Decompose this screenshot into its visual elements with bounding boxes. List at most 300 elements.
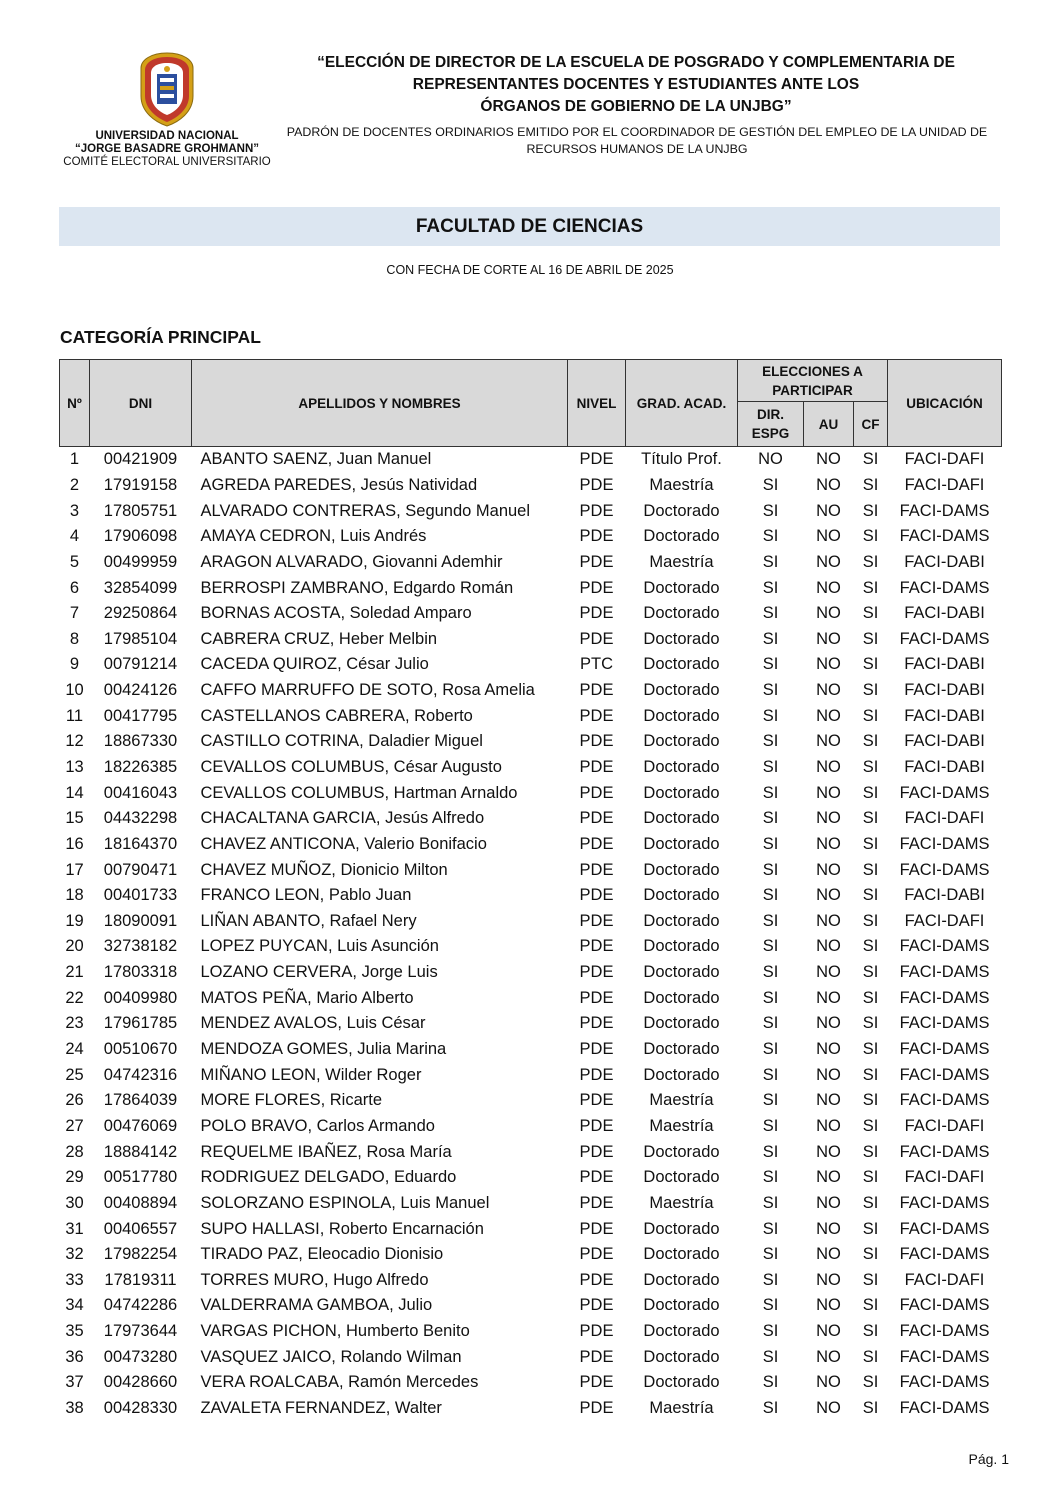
row-dir-espg: SI <box>762 578 779 597</box>
row-cf: SI <box>862 1399 879 1418</box>
row-nivel: PDE <box>579 552 614 571</box>
row-grad: Doctorado <box>643 501 720 520</box>
row-nivel: PDE <box>579 681 614 700</box>
row-name: CHAVEZ MUÑOZ, Dionicio Milton <box>200 860 448 879</box>
row-dni: 18164370 <box>103 834 178 853</box>
row-name: CHACALTANA GARCIA, Jesús Alfredo <box>200 809 485 828</box>
row-name: LOZANO CERVERA, Jorge Luis <box>200 963 438 982</box>
row-name: SUPO HALLASI, Roberto Encarnación <box>200 1219 484 1238</box>
row-dir-espg: SI <box>762 1142 779 1161</box>
row-ubicacion: FACI-DAMS <box>899 963 990 982</box>
row-num: 2 <box>69 475 80 494</box>
row-nivel: PDE <box>579 1322 614 1341</box>
row-num: 9 <box>69 655 80 674</box>
row-num: 22 <box>65 988 84 1007</box>
header-nivel: NIVEL <box>568 360 626 447</box>
row-au: NO <box>816 1373 841 1392</box>
row-nivel: PDE <box>579 1245 614 1264</box>
row-ubicacion: FACI-DAMS <box>899 1322 990 1341</box>
row-grad: Doctorado <box>643 1322 720 1341</box>
row-num: 30 <box>65 1193 84 1212</box>
row-ubicacion: FACI-DAMS <box>899 578 990 597</box>
row-num: 15 <box>65 809 84 828</box>
row-nivel: PDE <box>579 604 614 623</box>
subtitle-line-1: PADRÓN DE DOCENTES ORDINARIOS EMITIDO POR EL COORDINADOR DE GESTIÓN DEL EMPLEO DE LA UNIDAD DE <box>286 125 988 139</box>
row-dir-espg: SI <box>762 475 779 494</box>
row-nivel: PDE <box>579 578 614 597</box>
row-ubicacion: FACI-DAMS <box>899 1373 990 1392</box>
header-cf: CF <box>854 402 888 447</box>
row-cf: SI <box>862 1373 879 1392</box>
row-dni: 18090091 <box>103 911 178 930</box>
row-dni: 18884142 <box>103 1142 178 1161</box>
table-row <box>60 1268 1002 1294</box>
university-name-line2: “JORGE BASADRE GROHMANN” <box>74 143 259 155</box>
table-row <box>60 524 1002 550</box>
row-dni: 04742286 <box>103 1296 178 1315</box>
row-cf: SI <box>862 1219 879 1238</box>
row-au: NO <box>816 1142 841 1161</box>
row-cf: SI <box>862 501 879 520</box>
row-grad: Doctorado <box>643 886 720 905</box>
table-row <box>60 755 1002 781</box>
title-line-3: ÓRGANOS DE GOBIERNO DE LA UNJBG” <box>480 98 792 115</box>
row-dni: 32738182 <box>103 937 178 956</box>
row-num: 38 <box>65 1399 84 1418</box>
row-nivel: PDE <box>579 1014 614 1033</box>
table-row <box>60 729 1002 755</box>
row-cf: SI <box>862 450 879 469</box>
row-cf: SI <box>862 1040 879 1059</box>
row-nivel: PDE <box>579 809 614 828</box>
row-cf: SI <box>862 1322 879 1341</box>
row-cf: SI <box>862 475 879 494</box>
row-num: 31 <box>65 1219 84 1238</box>
row-name: CEVALLOS COLUMBUS, Hartman Arnaldo <box>200 783 518 802</box>
row-au: NO <box>816 1014 841 1033</box>
table-row <box>60 1088 1002 1114</box>
row-nivel: PDE <box>579 988 614 1007</box>
row-au: NO <box>816 1347 841 1366</box>
row-dir-espg: SI <box>762 988 779 1007</box>
row-au: NO <box>816 1270 841 1289</box>
university-seal-icon <box>135 50 199 128</box>
header-au: AU <box>804 402 854 447</box>
row-dir-espg: SI <box>762 629 779 648</box>
row-grad: Maestría <box>649 1116 714 1135</box>
row-name: MIÑANO LEON, Wilder Roger <box>200 1065 422 1084</box>
row-grad: Doctorado <box>643 706 720 725</box>
row-au: NO <box>816 809 841 828</box>
row-grad: Doctorado <box>643 1245 720 1264</box>
row-cf: SI <box>862 655 879 674</box>
row-au: NO <box>816 1065 841 1084</box>
row-dir-espg: SI <box>762 783 779 802</box>
page-number: Pág. 1 <box>968 1451 1009 1467</box>
row-au: NO <box>816 1219 841 1238</box>
header-dir-espg: DIR. ESPG <box>738 402 804 447</box>
table-row <box>60 473 1002 499</box>
row-au: NO <box>816 1399 841 1418</box>
row-nivel: PDE <box>579 732 614 751</box>
row-ubicacion: FACI-DAFI <box>904 809 985 828</box>
row-nivel: PDE <box>579 783 614 802</box>
table-row <box>60 1293 1002 1319</box>
table-row <box>60 1165 1002 1191</box>
row-num: 17 <box>65 860 84 879</box>
row-name: POLO BRAVO, Carlos Armando <box>200 1116 435 1135</box>
row-nivel: PDE <box>579 1168 614 1187</box>
row-cf: SI <box>862 886 879 905</box>
row-dni: 17805751 <box>103 501 178 520</box>
row-num: 26 <box>65 1091 84 1110</box>
row-dir-espg: SI <box>762 886 779 905</box>
row-grad: Doctorado <box>643 655 720 674</box>
row-cf: SI <box>862 988 879 1007</box>
row-ubicacion: FACI-DAMS <box>899 1014 990 1033</box>
row-dir-espg: SI <box>762 1014 779 1033</box>
committee-name: COMITÉ ELECTORAL UNIVERSITARIO <box>63 156 271 168</box>
row-dir-espg: SI <box>762 937 779 956</box>
row-nivel: PDE <box>579 1091 614 1110</box>
row-ubicacion: FACI-DAFI <box>904 475 985 494</box>
row-nivel: PDE <box>579 629 614 648</box>
row-cf: SI <box>862 681 879 700</box>
row-name: MORE FLORES, Ricarte <box>200 1091 383 1110</box>
table-row <box>60 550 1002 576</box>
row-num: 19 <box>65 911 84 930</box>
row-au: NO <box>816 988 841 1007</box>
row-cf: SI <box>862 706 879 725</box>
table-row <box>60 1319 1002 1345</box>
table-row <box>60 1011 1002 1037</box>
row-au: NO <box>816 1245 841 1264</box>
table-row <box>60 601 1002 627</box>
row-num: 4 <box>69 527 80 546</box>
row-au: NO <box>816 963 841 982</box>
row-nivel: PDE <box>579 527 614 546</box>
row-cf: SI <box>862 1270 879 1289</box>
row-dni: 18867330 <box>103 732 178 751</box>
row-dir-espg: SI <box>762 1116 779 1135</box>
table-row <box>60 1242 1002 1268</box>
row-name: CHAVEZ ANTICONA, Valerio Bonifacio <box>200 834 487 853</box>
table-row <box>60 806 1002 832</box>
row-dni: 00510670 <box>103 1040 178 1059</box>
row-dni: 17803318 <box>103 963 178 982</box>
row-cf: SI <box>862 1142 879 1161</box>
table-row <box>60 1191 1002 1217</box>
row-num: 20 <box>65 937 84 956</box>
row-au: NO <box>816 501 841 520</box>
row-dni: 32854099 <box>103 578 178 597</box>
row-num: 1 <box>69 450 80 469</box>
row-ubicacion: FACI-DAMS <box>899 501 990 520</box>
row-dir-espg: SI <box>762 1296 779 1315</box>
row-ubicacion: FACI-DAMS <box>899 527 990 546</box>
row-ubicacion: FACI-DAMS <box>899 988 990 1007</box>
row-num: 18 <box>65 886 84 905</box>
row-grad: Maestría <box>649 1399 714 1418</box>
table-row <box>60 909 1002 935</box>
row-nivel: PDE <box>579 1040 614 1059</box>
row-num: 23 <box>65 1014 84 1033</box>
row-au: NO <box>816 937 841 956</box>
row-grad: Doctorado <box>643 963 720 982</box>
row-num: 13 <box>65 758 84 776</box>
row-dir-espg: SI <box>762 834 779 853</box>
row-dni: 00409980 <box>103 988 178 1007</box>
row-grad: Doctorado <box>643 758 720 776</box>
row-dir-espg: SI <box>762 1168 779 1187</box>
row-au: NO <box>816 1168 841 1187</box>
cutoff-date: CON FECHA DE CORTE AL 16 DE ABRIL DE 2025 <box>386 263 674 277</box>
row-cf: SI <box>862 937 879 956</box>
row-name: VALDERRAMA GAMBOA, Julio <box>200 1296 433 1315</box>
table-row <box>60 1139 1002 1165</box>
row-num: 25 <box>65 1065 84 1084</box>
row-grad: Maestría <box>649 552 714 571</box>
row-grad: Doctorado <box>643 809 720 828</box>
row-name: FRANCO LEON, Pablo Juan <box>200 886 412 905</box>
row-num: 28 <box>65 1142 84 1161</box>
row-name: ABANTO SAENZ, Juan Manuel <box>200 450 432 469</box>
row-num: 8 <box>69 629 80 648</box>
row-au: NO <box>816 1296 841 1315</box>
row-nivel: PDE <box>579 450 614 469</box>
row-nivel: PDE <box>579 1270 614 1289</box>
table-row <box>60 703 1002 729</box>
row-num: 12 <box>65 732 84 751</box>
row-num: 29 <box>65 1168 84 1187</box>
row-dni: 17985104 <box>103 629 178 648</box>
row-cf: SI <box>862 1065 879 1084</box>
row-cf: SI <box>862 834 879 853</box>
row-nivel: PDE <box>579 1347 614 1366</box>
row-ubicacion: FACI-DAMS <box>899 860 990 879</box>
row-ubicacion: FACI-DABI <box>904 655 985 674</box>
row-nivel: PDE <box>579 1373 614 1392</box>
row-grad: Doctorado <box>643 937 720 956</box>
row-nivel: PDE <box>579 860 614 879</box>
table-row <box>60 652 1002 678</box>
row-au: NO <box>816 1322 841 1341</box>
row-dni: 29250864 <box>103 604 178 623</box>
row-name: ALVARADO CONTRERAS, Segundo Manuel <box>200 501 531 520</box>
row-grad: Doctorado <box>643 681 720 700</box>
row-au: NO <box>816 681 841 700</box>
table-row <box>60 575 1002 601</box>
row-ubicacion: FACI-DAMS <box>899 834 990 853</box>
row-dir-espg: SI <box>762 655 779 674</box>
row-nivel: PDE <box>579 1219 614 1238</box>
table-row <box>60 1216 1002 1242</box>
row-grad: Doctorado <box>643 1142 720 1161</box>
row-grad: Maestría <box>649 475 714 494</box>
row-au: NO <box>816 911 841 930</box>
row-name: SOLORZANO ESPINOLA, Luis Manuel <box>200 1193 490 1212</box>
row-name: LOPEZ PUYCAN, Luis Asunción <box>200 937 439 956</box>
row-dni: 17906098 <box>103 527 178 546</box>
row-name: TORRES MURO, Hugo Alfredo <box>200 1270 429 1289</box>
row-nivel: PDE <box>579 937 614 956</box>
row-grad: Doctorado <box>643 732 720 751</box>
row-grad: Doctorado <box>643 1296 720 1315</box>
row-dni: 00421909 <box>103 450 178 469</box>
row-nivel: PTC <box>580 655 613 674</box>
row-nivel: PDE <box>579 758 614 776</box>
university-logo-block <box>56 50 278 169</box>
row-nivel: PDE <box>579 834 614 853</box>
row-name: VASQUEZ JAICO, Rolando Wilman <box>200 1347 462 1366</box>
row-dir-espg: SI <box>762 1245 779 1264</box>
row-name: AMAYA CEDRON, Luis Andrés <box>200 527 427 546</box>
row-ubicacion: FACI-DAMS <box>899 1091 990 1110</box>
row-grad: Maestría <box>649 1193 714 1212</box>
row-au: NO <box>816 552 841 571</box>
row-dir-espg: SI <box>762 1219 779 1238</box>
row-dir-espg: SI <box>762 963 779 982</box>
row-grad: Doctorado <box>643 1219 720 1238</box>
row-dir-espg: SI <box>762 1091 779 1110</box>
row-dir-espg: SI <box>762 809 779 828</box>
table-row <box>60 780 1002 806</box>
row-dir-espg: SI <box>762 1065 779 1084</box>
row-dir-espg: SI <box>762 681 779 700</box>
row-dni: 00428660 <box>103 1373 178 1392</box>
row-name: CEVALLOS COLUMBUS, César Augusto <box>200 758 502 776</box>
row-num: 33 <box>65 1270 84 1289</box>
row-num: 14 <box>65 783 84 802</box>
row-nivel: PDE <box>579 475 614 494</box>
table-row <box>60 857 1002 883</box>
row-dni: 17961785 <box>103 1014 178 1033</box>
row-name: BERROSPI ZAMBRANO, Edgardo Román <box>200 578 514 597</box>
row-au: NO <box>816 629 841 648</box>
row-au: NO <box>816 732 841 751</box>
row-cf: SI <box>862 860 879 879</box>
row-grad: Doctorado <box>643 527 720 546</box>
table-row <box>60 1114 1002 1140</box>
row-dir-espg: SI <box>762 706 779 725</box>
row-ubicacion: FACI-DAMS <box>899 1142 990 1161</box>
table-body <box>60 447 1002 1422</box>
row-num: 21 <box>65 963 84 982</box>
row-num: 11 <box>65 706 84 725</box>
row-ubicacion: FACI-DAFI <box>904 1270 985 1289</box>
row-cf: SI <box>862 1014 879 1033</box>
row-dni: 04742316 <box>103 1065 178 1084</box>
row-au: NO <box>816 886 841 905</box>
row-ubicacion: FACI-DABI <box>904 732 985 751</box>
document-title <box>300 52 972 118</box>
row-grad: Maestría <box>649 1091 714 1110</box>
table-row <box>60 447 1002 473</box>
row-grad: Doctorado <box>643 834 720 853</box>
header-ubicacion: UBICACIÓN <box>888 360 1002 447</box>
row-dir-espg: SI <box>762 1193 779 1212</box>
row-dir-espg: SI <box>762 732 779 751</box>
row-dni: 00790471 <box>103 860 178 879</box>
row-dir-espg: SI <box>762 501 779 520</box>
row-num: 34 <box>65 1296 84 1315</box>
row-ubicacion: FACI-DAMS <box>899 783 990 802</box>
row-nivel: PDE <box>579 1065 614 1084</box>
row-num: 36 <box>65 1347 84 1366</box>
row-grad: Doctorado <box>643 1014 720 1033</box>
document-subtitle <box>282 124 992 158</box>
table-row <box>60 678 1002 704</box>
row-dni: 00416043 <box>103 783 178 802</box>
row-num: 24 <box>65 1040 84 1059</box>
row-dni: 00791214 <box>103 655 178 674</box>
row-cf: SI <box>862 629 879 648</box>
row-dni: 00473280 <box>103 1347 178 1366</box>
row-dni: 00499959 <box>103 552 178 571</box>
row-ubicacion: FACI-DABI <box>904 552 985 571</box>
row-cf: SI <box>862 911 879 930</box>
row-dni: 17982254 <box>103 1245 178 1264</box>
row-nivel: PDE <box>579 1142 614 1161</box>
row-nivel: PDE <box>579 911 614 930</box>
row-cf: SI <box>862 1168 879 1187</box>
table-row <box>60 985 1002 1011</box>
row-grad: Doctorado <box>643 604 720 623</box>
row-cf: SI <box>862 1116 879 1135</box>
row-num: 37 <box>65 1373 84 1392</box>
row-au: NO <box>816 758 841 776</box>
row-ubicacion: FACI-DAFI <box>904 1116 985 1135</box>
row-num: 16 <box>65 834 84 853</box>
row-cf: SI <box>862 732 879 751</box>
row-grad: Doctorado <box>643 860 720 879</box>
row-cf: SI <box>862 1091 879 1110</box>
row-name: VARGAS PICHON, Humberto Benito <box>200 1322 470 1341</box>
row-grad: Doctorado <box>643 1065 720 1084</box>
row-name: LIÑAN ABANTO, Rafael Nery <box>200 911 417 930</box>
row-num: 27 <box>65 1116 84 1135</box>
row-name: TIRADO PAZ, Eleocadio Dionisio <box>200 1245 444 1264</box>
faculty-heading: FACULTAD DE CIENCIAS <box>59 207 1000 246</box>
table-row <box>60 1037 1002 1063</box>
row-name: BORNAS ACOSTA, Soledad Amparo <box>200 604 472 623</box>
row-ubicacion: FACI-DAMS <box>899 1296 990 1315</box>
row-nivel: PDE <box>579 1193 614 1212</box>
row-au: NO <box>816 834 841 853</box>
row-name: CAFFO MARRUFFO DE SOTO, Rosa Amelia <box>200 681 535 700</box>
row-num: 5 <box>69 552 80 571</box>
header-name: APELLIDOS Y NOMBRES <box>192 360 568 447</box>
row-cf: SI <box>862 527 879 546</box>
row-au: NO <box>816 604 841 623</box>
row-au: NO <box>816 655 841 674</box>
row-cf: SI <box>862 604 879 623</box>
row-num: 3 <box>69 501 80 520</box>
row-dir-espg: NO <box>758 450 783 469</box>
table-row <box>60 626 1002 652</box>
row-ubicacion: FACI-DABI <box>904 886 985 905</box>
row-name: VERA ROALCABA, Ramón Mercedes <box>200 1373 479 1392</box>
header-dni: DNI <box>90 360 192 447</box>
row-name: CASTELLANOS CABRERA, Roberto <box>200 706 473 725</box>
row-dir-espg: SI <box>762 1373 779 1392</box>
row-ubicacion: FACI-DAMS <box>899 1399 990 1418</box>
row-dir-espg: SI <box>762 758 779 776</box>
table-row <box>60 883 1002 909</box>
row-nivel: PDE <box>579 1296 614 1315</box>
row-name: ARAGON ALVARADO, Giovanni Ademhir <box>200 552 503 571</box>
table-row <box>60 960 1002 986</box>
